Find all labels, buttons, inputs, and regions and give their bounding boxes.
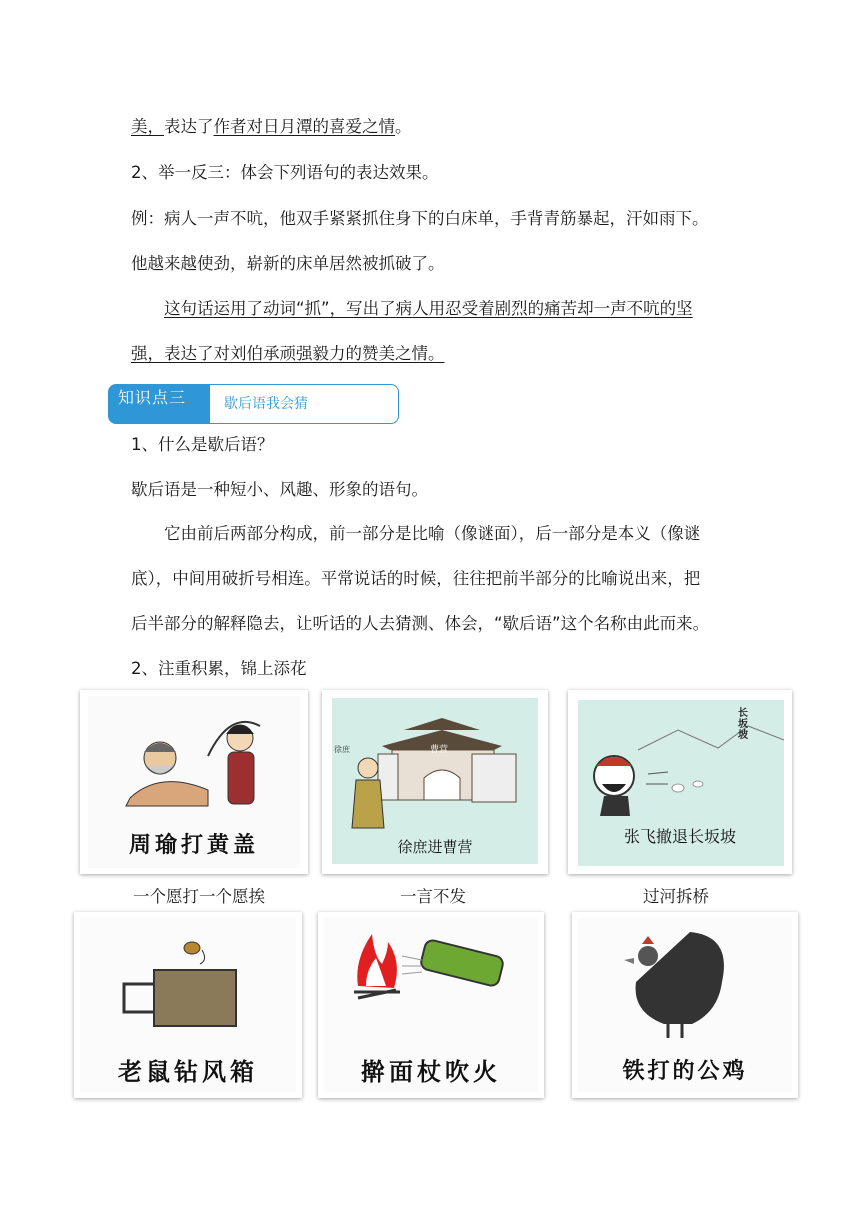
section-title: 歇后语我会猜 — [209, 384, 399, 424]
text: 。 — [395, 117, 412, 136]
section3-question-2: 2、注重积累，锦上添花 — [131, 659, 307, 678]
card-mouse — [74, 912, 302, 1098]
gate-sign: 曹营 — [430, 745, 449, 755]
card-label: 周瑜打黄盖 — [128, 832, 259, 858]
place-label: 长坂坡 — [738, 708, 748, 741]
example-line-1: 例：病人一声不吭，他双手紧紧抓住身下的白床单，手背青筋暴起，汗如雨下。 — [131, 209, 709, 228]
text: 表达了 — [164, 117, 214, 136]
para-line — [131, 116, 412, 138]
section3-definition: 歇后语是一种短小、风趣、形象的语句。 — [131, 480, 428, 499]
analysis-line-2: 强，表达了对刘伯承顽强毅力的赞美之情。 — [131, 344, 445, 363]
card-label: 张飞撤退长坂坡 — [623, 827, 736, 846]
card-rolling-pin — [318, 912, 544, 1098]
card-xushu — [322, 690, 548, 874]
section3-para-line-2: 底），中间用破折号相连。平常说话的时候，往往把前半部分的比喻说出来，把 — [131, 569, 701, 588]
analysis-line-1: 这句话运用了动词“抓”，写出了病人用忍受着剧烈的痛苦却一声不吭的坚 — [164, 299, 693, 318]
section3-para-line-3: 后半部分的解释隐去，让听话的人去猜测、体会，“歇后语”这个名称由此而来。 — [131, 614, 710, 633]
card-rooster — [572, 912, 798, 1098]
answer-caption: 过河拆桥 — [643, 887, 709, 906]
card-zhouyu — [80, 690, 308, 874]
section-tag: 知识点三 — [108, 384, 210, 424]
section3-question-1: 1、什么是歇后语？ — [131, 435, 274, 454]
section3-para-line-1: 它由前后两部分构成，前一部分是比喻（像谜面），后一部分是本义（像谜 — [164, 524, 701, 543]
card-label: 老鼠钻风箱 — [118, 1057, 258, 1086]
underlined-text: 美， — [131, 117, 164, 136]
question-2: 2、举一反三：体会下列语句的表达效果。 — [131, 163, 439, 182]
side-label: 徐庶 — [334, 745, 350, 754]
card-label: 徐庶进曹营 — [397, 838, 473, 856]
answer-caption: 一个愿打一个愿挨 — [133, 887, 265, 906]
card-label: 铁打的公鸡 — [622, 1058, 748, 1084]
card-zhangfei — [568, 690, 792, 874]
card-label: 擀面杖吹火 — [361, 1057, 501, 1086]
answer-caption: 一言不发 — [400, 887, 466, 906]
example-line-2: 他越来越使劲，崭新的床单居然被抓破了。 — [131, 254, 445, 273]
underlined-text: 作者对日月潭的喜爱之情 — [213, 117, 395, 136]
section-header — [108, 384, 398, 424]
